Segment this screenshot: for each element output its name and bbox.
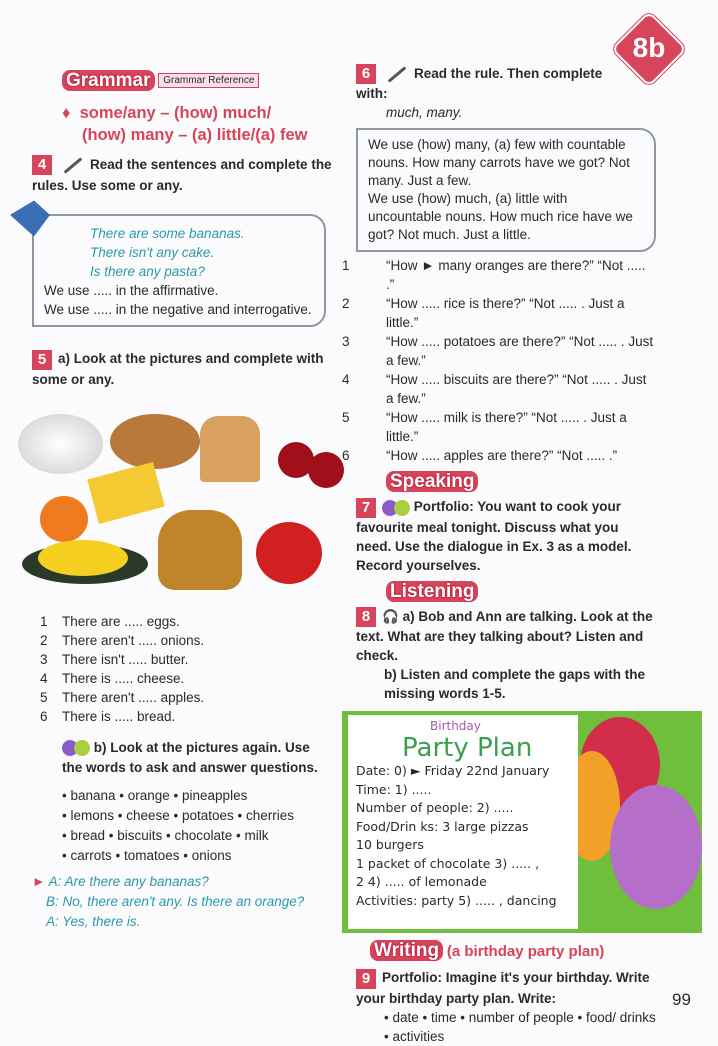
list-item: 1 “How ► many oranges are there?” “Not ..... .” (342, 258, 646, 293)
ex6-items (342, 256, 656, 465)
list-item: 4 There is ..... cheese. (40, 670, 185, 686)
unit-badge-label: 8b (632, 32, 666, 63)
bread-image (200, 416, 260, 482)
party-plan-card: Birthday Party Plan Date: 0) ► Friday 22nd January Time: 1) ..... Number of people: 2) ..... Food/Drin ks: 3 large pizzas 10 burgers 1 packet of chocolate 3) ..... , 2 4) ..... of lemonade Activities: party 5) ..... , dancing (342, 711, 702, 933)
list-item: 6 “How ..... apples are there?” “Not ..... .” (342, 448, 618, 464)
left-column (32, 68, 332, 932)
ex4-instruction: 4 Read the sentences and complete the rules. Use some or any. (32, 156, 332, 194)
ex7-text: 7 Portfolio: You want to cook your favourite meal tonight. Discuss what you need. Use the dialogue in Ex. 3 as a model. Record yourselves. (356, 498, 632, 573)
grammar-topic: ♦ some/any – (how) much/ (how) many – (a) little/(a) few (62, 104, 308, 144)
pineapples-image (158, 510, 242, 590)
ex6-instruction: 6 Read the rule. Then complete with: much, many. (356, 65, 603, 121)
ex8-text: 8 🎧 a) Bob and Ann are talking. Look at the text. What are they talking about? Listen and check. b) Listen and complete the gaps with the missing words 1-5. (356, 608, 653, 702)
speaking-heading: Speaking (386, 471, 478, 492)
ex6-rule-box: We use (how) many, (a) few with countable nouns. How many carrots have we got? Not many. Just a few. We use (how) much, (a) little with uncountable nouns. How much rice have we got? Not much. Just a little. (356, 128, 656, 252)
biscuits-image (110, 414, 200, 469)
cheese-image (87, 462, 165, 524)
ex5-instruction: 5 a) Look at the pictures and complete with some or any. (32, 350, 324, 387)
ex5-items (32, 612, 332, 726)
tomatoes-image (256, 522, 322, 584)
pencil-icon (388, 66, 407, 82)
listening-heading: Listening (386, 581, 478, 602)
food-pictures (10, 390, 350, 602)
balloon-purple (610, 785, 702, 909)
right-column (342, 64, 656, 1046)
list-item: 4 “How ..... biscuits are there?” “Not ..... . Just a few.” (342, 372, 647, 407)
list-item: 2 There aren't ..... onions. (40, 632, 205, 648)
ex5b-instruction: b) Look at the pictures again. Use the words to ask and answer questions. (62, 739, 318, 775)
eggs-image (18, 414, 103, 474)
list-item: 3 “How ..... potatoes are there?” “Not ..... . Just a few.” (342, 334, 654, 369)
headphones-icon: 🎧 (382, 608, 399, 624)
ex4-rule-box: There are some bananas. There isn't any cake. Is there any pasta? We use ..... in the affirmative. We use ..... in the negative and interrogative. (32, 214, 326, 327)
list-item: 5 “How ..... milk is there?” “Not ..... . Just a little.” (342, 410, 627, 445)
list-item: 5 There aren't ..... apples. (40, 689, 205, 705)
example-dialogue: ► A: Are there any bananas? B: No, there aren't any. Is there an orange? A: Yes, there is. (32, 873, 305, 929)
list-item: 2 “How ..... rice is there?” “Not ..... . Just a little.” (342, 296, 625, 331)
list-item: 3 There isn't ..... butter. (40, 651, 189, 667)
writing-header: Writing (a birthday party plan) (356, 939, 656, 964)
word-list: • banana • orange • pineapples • lemons • cheese • potatoes • cherries • bread • biscuits • chocolate • milk • carrots • tomatoes • onions (62, 787, 295, 863)
list-item: 6 There is ..... bread. (40, 708, 176, 724)
orange-image (40, 496, 88, 542)
grammar-reference-link[interactable]: Grammar Reference (158, 73, 259, 88)
page-number: 99 (672, 990, 691, 1009)
grammar-heading: Grammar (62, 70, 155, 91)
list-item: 1 There are ..... eggs. (40, 613, 180, 629)
pencil-icon (64, 157, 83, 173)
ex9-text: 9 Portfolio: Imagine it's your birthday. Write your birthday party plan. Write: • date • time • number of people • food/ drinks • activities (356, 969, 656, 1044)
